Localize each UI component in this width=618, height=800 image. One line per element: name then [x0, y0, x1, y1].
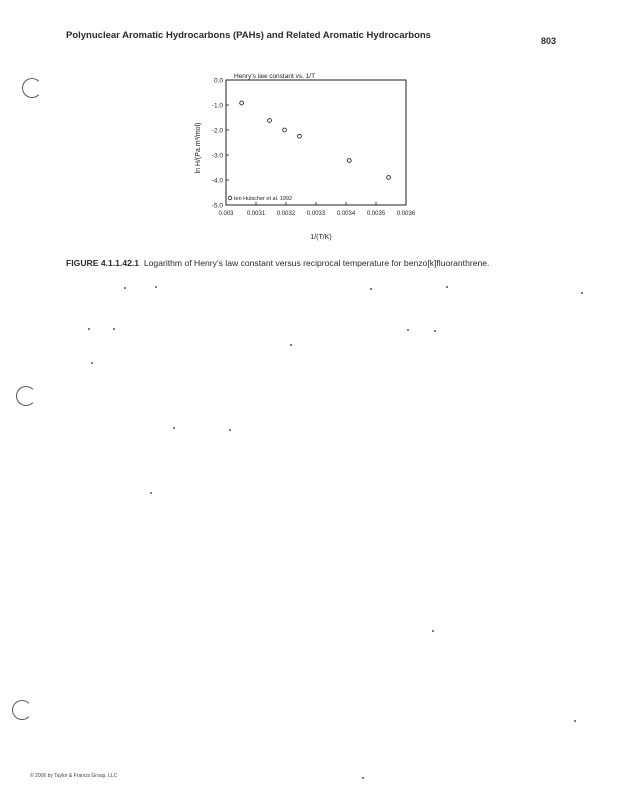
data-point	[387, 176, 391, 180]
scan-speck	[574, 720, 576, 722]
caption-label: FIGURE 4.1.1.42.1	[66, 258, 140, 268]
x-tick-label: 0.0035	[366, 211, 386, 217]
legend-marker	[228, 196, 232, 200]
y-tick-label: -4.0	[211, 177, 223, 185]
y-tick-label: -3.0	[211, 152, 223, 160]
y-axis-label: ln H/(Pa.m³/mol)	[195, 122, 202, 174]
x-tick-label: 0.0031	[246, 211, 266, 217]
figure-caption	[66, 258, 566, 268]
henrys-law-chart	[186, 68, 446, 246]
data-point	[347, 159, 351, 163]
scan-speck	[362, 777, 364, 779]
y-tick-label: -5.0	[211, 202, 223, 210]
y-tick-label: -2.0	[211, 127, 223, 135]
scan-speck	[229, 429, 231, 431]
scan-speck	[113, 328, 115, 330]
scan-speck	[173, 427, 175, 429]
x-tick-label: 0.0032	[276, 211, 296, 217]
scan-speck	[581, 292, 583, 294]
x-axis-label: 1/(T/K)	[310, 234, 332, 241]
caption-text: Logarithm of Henry's law constant versus reciprocal temperature for benzo[k]fluoranthrene.	[143, 258, 490, 268]
page-number: 803	[540, 36, 556, 46]
scan-speck	[432, 630, 434, 632]
scan-speck	[150, 492, 152, 494]
data-point	[283, 128, 287, 132]
copyright-footer: © 2006 by Taylor & Francis Group, LLC	[30, 773, 118, 779]
scan-speck	[124, 287, 126, 289]
data-point	[298, 134, 302, 138]
running-header: Polynuclear Aromatic Hydrocarbons (PAHs) and Related Aromatic Hydrocarbons	[66, 30, 431, 41]
scan-speck	[290, 344, 292, 346]
scan-speck	[88, 328, 90, 330]
punch-hole-bottom	[12, 700, 32, 720]
scan-speck	[91, 362, 93, 364]
data-points	[240, 101, 391, 179]
scan-speck	[370, 288, 372, 290]
data-point	[268, 119, 272, 123]
y-tick-label: 0.0	[213, 77, 223, 85]
x-axis	[218, 202, 415, 217]
y-tick-label: -1.0	[211, 102, 223, 110]
x-tick-label: 0.0034	[336, 211, 356, 217]
x-tick-label: 0.0033	[306, 211, 326, 217]
scan-speck	[155, 286, 157, 288]
data-point	[240, 101, 244, 105]
plot-frame	[226, 80, 406, 205]
scan-speck	[434, 330, 436, 332]
punch-hole-top	[22, 78, 42, 98]
x-tick-label: 0.0036	[396, 211, 416, 217]
scan-speck	[407, 329, 409, 331]
legend	[228, 196, 292, 202]
chart-title: Henry's law constant vs. 1/T	[234, 73, 316, 80]
legend-label: ten Hulscher et al. 1992	[234, 196, 293, 202]
scan-speck	[446, 286, 448, 288]
punch-hole-middle	[16, 386, 36, 406]
x-tick-label: 0.003	[218, 211, 234, 217]
